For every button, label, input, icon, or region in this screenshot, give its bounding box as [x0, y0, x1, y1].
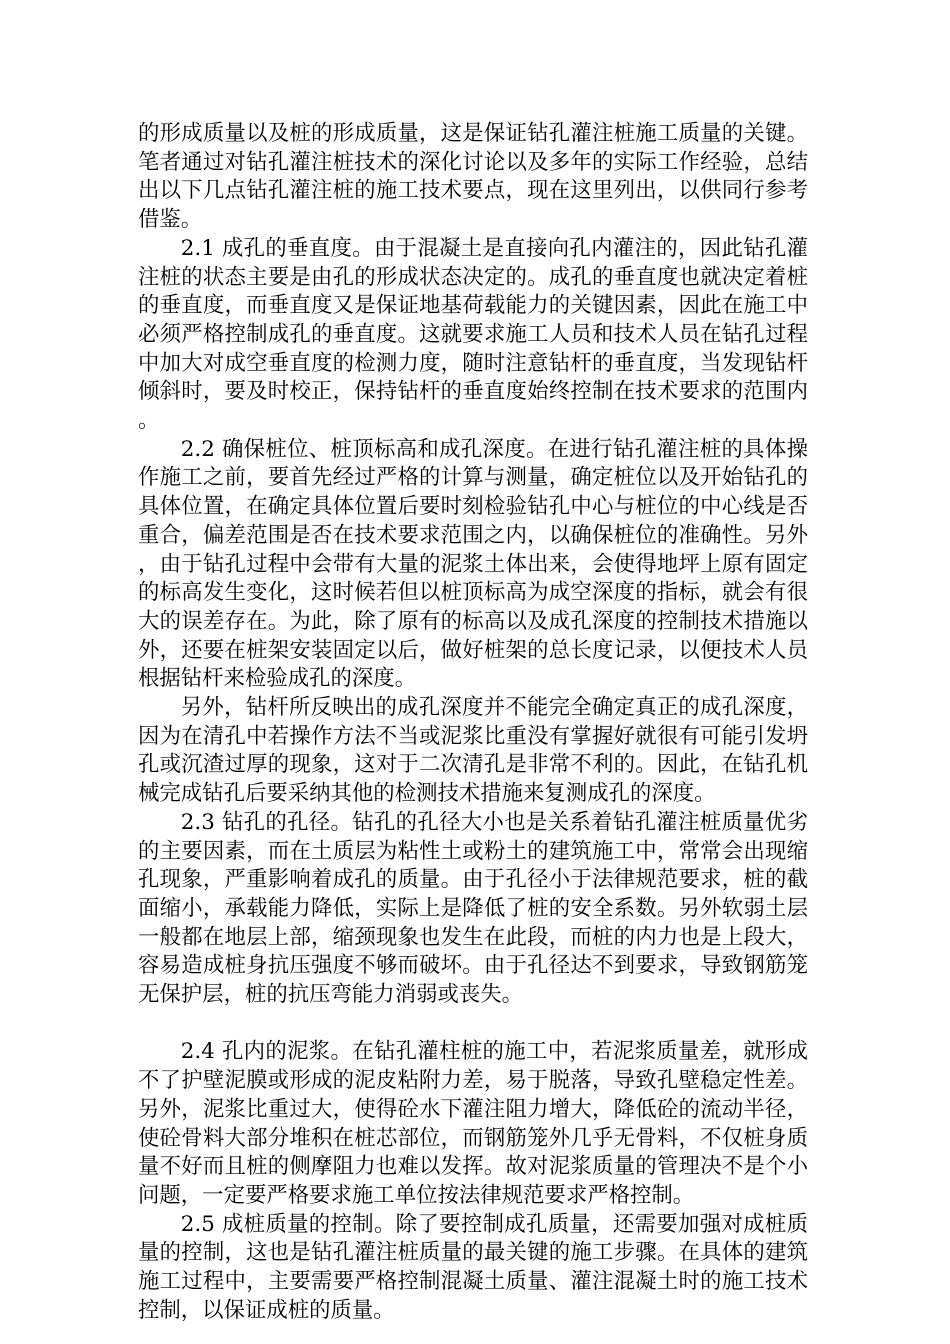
- paragraph-section-2-5-pile-quality: 2.5 成桩质量的控制。除了要控制成孔质量，还需要加强对成桩质量的控制，这也是钻孔灌注桩质量的最关键的施工步骤。在具体的建筑施工过程中，主要需要严格控制混凝土质量、灌注混凝土时的施工技术控制，以保证成桩的质量。: [138, 1211, 808, 1323]
- document-page: [138, 120, 808, 1326]
- paragraph-section-2-3-hole-diameter: 2.3 钻孔的孔径。钻孔的孔径大小也是关系着钻孔灌注桩质量优劣的主要因素，而在土质层为粘性土或粉土的建筑施工中，常常会出现缩孔现象，严重影响着成孔的质量。由于孔径小于法律规范要求，桩的截面缩小，承载能力降低，实际上是降低了桩的安全系数。另外软弱土层一般都在地层上部，缩颈现象也发生在此段，而桩的内力也是上段大，容易造成桩身抗压强度不够而破坏。由于孔径达不到要求，导致钢筋笼无保护层，桩的抗压弯能力消弱或丧失。: [138, 809, 808, 1008]
- paragraph-section-2-2-pile-position: 2.2 确保桩位、桩顶标高和成孔深度。在进行钻孔灌注桩的具体操作施工之前，要首先经过严格的计算与测量，确定桩位以及开始钻孔的具体位置，在确定具体位置后要时刻检验钻孔中心与桩位的中心线是否重合，偏差范围是否在技术要求范围之内，以确保桩位的准确性。另外，由于钻孔过程中会带有大量的泥浆土体出来，会使得地坪上原有固定的标高发生变化，这时候若但以桩顶标高为成空深度的指标，就会有很大的误差存在。为此，除了原有的标高以及成孔深度的控制技术措施以外，还要在桩架安装固定以后，做好桩架的总长度记录，以便技术人员根据钻杆来检验成孔的深度。: [138, 436, 808, 692]
- paragraph-intro: 的形成质量以及桩的形成质量，这是保证钻孔灌注桩施工质量的关键。笔者通过对钻孔灌注桩技术的深化讨论以及多年的实际工作经验，总结出以下几点钻孔灌注桩的施工技术要点，现在这里列出，以供同行参考借鉴。: [138, 121, 808, 233]
- paragraph-section-2-1-verticality: 2.1 成孔的垂直度。由于混凝土是直接向孔内灌注的，因此钻孔灌注桩的状态主要是由孔的形成状态决定的。成孔的垂直度也就决定着桩的垂直度，而垂直度又是保证地基荷载能力的关键因素，因此在施工中必须严格控制成孔的垂直度。这就要求施工人员和技术人员在钻孔过程中加大对成空垂直度的检测力度，随时注意钻杆的垂直度，当发现钻杆倾斜时，要及时校正，保持钻杆的垂直度始终控制在技术要求的范围内。: [138, 235, 808, 434]
- paragraph-section-2-4-mud: 2.4 孔内的泥浆。在钻孔灌柱桩的施工中，若泥浆质量差，就形成不了护壁泥膜或形成的泥皮粘附力差，易于脱落，导致孔壁稳定性差。另外，泥浆比重过大，使得砼水下灌注阻力增大，降低砼的流动半径，使砼骨料大部分堆积在桩芯部位，而钢筋笼外几乎无骨料，不仅桩身质量不好而且桩的侧摩阻力也难以发挥。故对泥浆质量的管理决不是个小问题，一定要严格要求施工单位按法律规范要求严格控制。: [138, 1039, 808, 1208]
- paragraph-section-2-2-continued: 另外，钻杆所反映出的成孔深度并不能完全确定真正的成孔深度，因为在清孔中若操作方法不当或泥浆比重没有掌握好就很有可能引发坍孔或沉渣过厚的现象，这对于二次清孔是非常不利的。因此，在钻孔机械完成钻孔后要采纳其他的检测技术措施来复测成孔的深度。: [138, 695, 808, 807]
